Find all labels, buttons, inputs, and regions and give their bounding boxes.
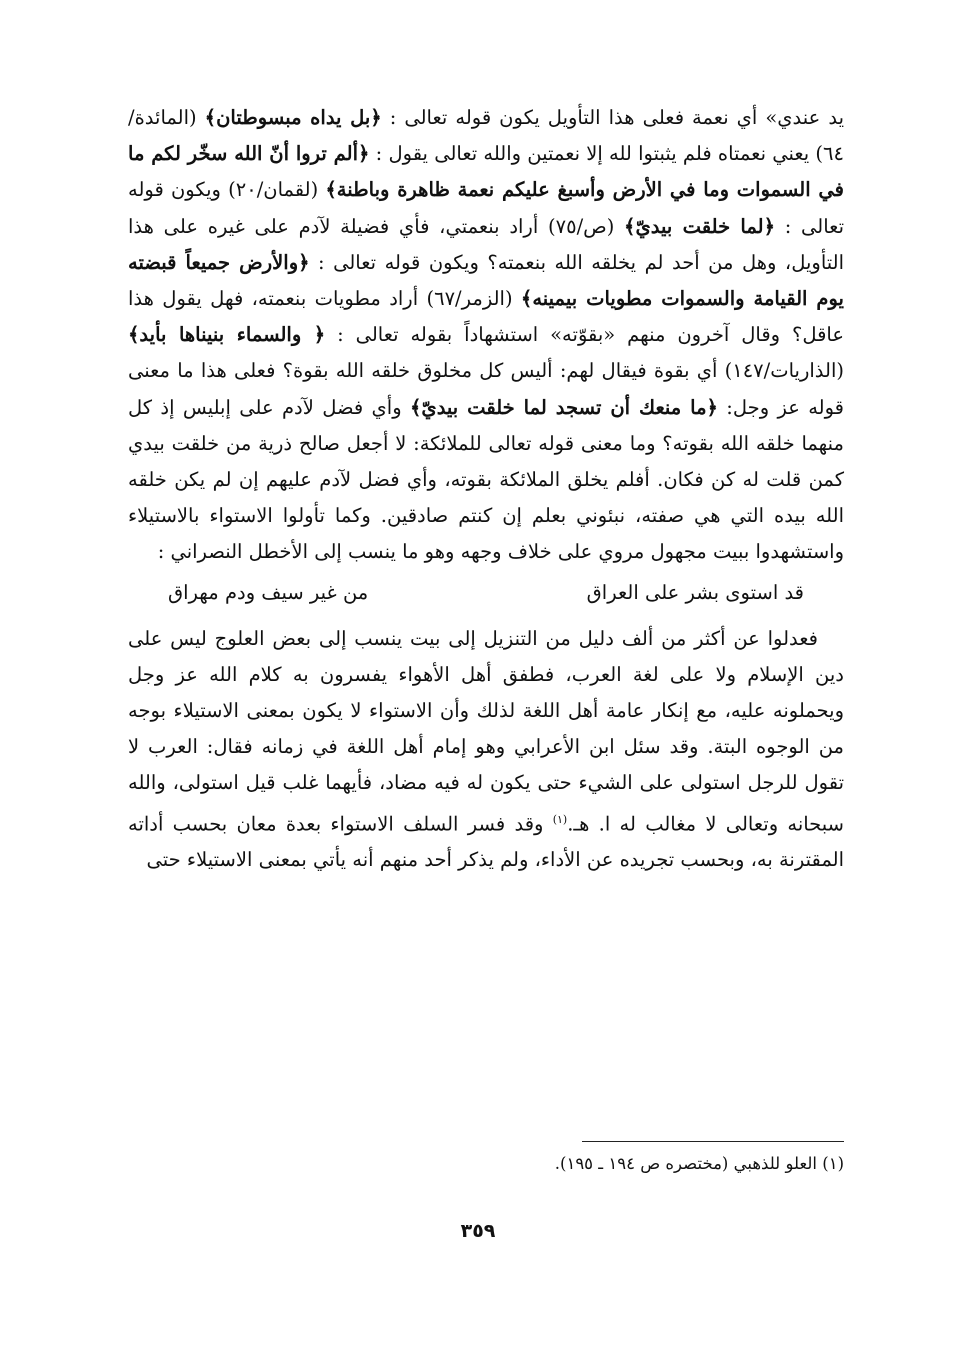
text-run: (الذاريات/١٤٧) أي بقوة فيقال لهم: أليس كل مخلوق خلقه الله بقوة؟ فعلى هذا ما معنى قوله عز وجل: xyxy=(128,359,845,419)
paragraph-1 xyxy=(128,100,844,571)
page-number: ٣٥٩ xyxy=(460,1220,496,1242)
footnote-reference: (١) xyxy=(552,812,568,826)
quran-quote: ﴿ألم تروا أنّ الله سخّر لكم ما في السموات وما في الأرض وأسبغ عليكم نعمة ظاهرة وباطنة﴾ xyxy=(128,142,844,202)
poetry-verse xyxy=(128,573,844,613)
text-run: (لقمان/٢٠) ويكون قوله تعالى : xyxy=(128,178,845,238)
page-body xyxy=(128,100,844,879)
footnote-separator xyxy=(582,1141,844,1142)
verse-second-hemistich: من غير سيف ودم مهراق xyxy=(168,580,369,604)
text-run: وقد فسر السلف الاستواء بعدة معان بحسب أداته المقترنة به، وبحسب تجريده عن الأداء، ولم يذكر أحد منهم أنه يأتي بمعنى الاستيلاء حتى xyxy=(128,812,844,872)
text-run: يد عندي» أي نعمة فعلى هذا التأويل يكون قوله تعالى : xyxy=(381,106,844,129)
quran-quote: ﴿ما منعك أن تسجد لما خلقت بيديّ﴾ xyxy=(410,395,718,419)
quran-quote: ﴿والأرض جميعاً قبضته يوم القيامة والسموات مطويات بيمينه﴾ xyxy=(128,250,844,311)
text-run: وأي فضل لآدم على إبليس إذ كل منهما خلقه الله بقوته؟ وما معنى قوله تعالى للملائكة: لا أجعل صالح ذرية من خلقت بيدي كمن قلت له كن فكان. أفلم يخلق الملائكة بقوته، وأي فضل لآدم عليهم إن لم يكن خلقه الله بيده التي هي صفته، نبئوني بعلم إن كنتم صادقين. وكما تأولوا الاستواء بالاستيلاء واستشهدوا ببيت مجهول مروي على خلاف وجهه وهو ما ينسب إلى الأخطل النصراني : xyxy=(128,395,844,564)
quran-quote: ﴿لما خلقت بيديّ﴾ xyxy=(624,214,776,238)
text-run: (الزمر/٦٧) أراد مطويات بنعمته، فهل يقول هذا عاقل؟ وقال آخرون منهم «بقوّته» استشهاداً بقوله تعالى : xyxy=(128,287,845,347)
paragraph-2 xyxy=(128,621,844,879)
verse-first-hemistich: قد استوى بشر على العراق xyxy=(586,580,804,604)
text-run: (ص/٧٥) أراد بنعمتي، فأي فضيلة لآدم على غيره على هذا التأويل، وهل من أحد لم يخلقه الله بنعمته؟ ويكون قوله تعالى : xyxy=(128,214,845,274)
quran-quote: ﴿بل يداه مبسوطتان﴾ xyxy=(204,106,382,129)
quran-quote: ﴿ والسماء بنيناها بأيد﴾ xyxy=(128,323,326,347)
text-run: (المائدة/٦٤) يعني نعمتاه فلم يثبتوا لله إلا نعمتين والله تعالى يقول : xyxy=(128,106,844,166)
footnote: (١) العلو للذهبي (مختصره ص ١٩٤ ـ ١٩٥). xyxy=(554,1154,844,1173)
text-run: فعدلوا عن أكثر من ألف دليل من التنزيل إلى بيت ينسب إلى بعض العلوج ليس على دين الإسلام ولا على لغة العرب، فطفق أهل الأهواء يفسرون به كلام الله عز وجل ويحملونه عليه، مع إنكار عامة أهل اللغة لذلك وأن الاستواء لا يكون بمعنى الاستيلاء بوجه من الوجوه البتة. وقد سئل ابن الأعرابي وهو إمام أهل اللغة في زمانه فقال: العرب لا تقول للرجل استولى على الشيء حتى يكون له فيه مضاد، فأيهما غلب قيل استولى، والله سبحانه وتعالى لا مغالب له ا. هـ. xyxy=(128,626,844,836)
